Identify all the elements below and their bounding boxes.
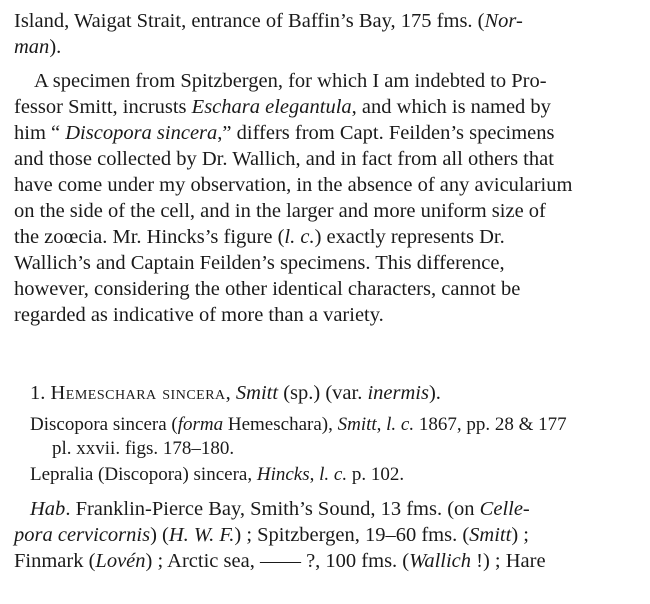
text-run: regarded as indicative of more than a variety. (14, 304, 384, 326)
italic-run: l. c. (386, 414, 415, 435)
species-name: Hemeschara sincera (50, 382, 226, 404)
text-line (14, 94, 551, 120)
text-run: Hemeschara), (223, 414, 338, 435)
italic-run: Lovén (95, 550, 146, 572)
italic-run: Celle- (479, 498, 530, 520)
synonym-line (30, 412, 567, 438)
text-run: ) exactly represents Dr. (314, 226, 505, 248)
text-line (34, 68, 547, 94)
text-run: A specimen from Spitzbergen, for which I am indebted to Pro- (34, 70, 547, 92)
text-run: him “ (14, 122, 66, 144)
text-run: Discopora sincera ( (30, 414, 178, 435)
italic-run: Wallich (409, 550, 472, 572)
text-run: fessor Smitt, incrusts (14, 96, 192, 118)
text-run: and those collected by Dr. Wallich, and in fact from all others that (14, 148, 554, 170)
text-run: . Franklin-Pierce Bay, Smith’s Sound, 13 fms. (on (65, 498, 480, 520)
italic-run: Hab (30, 498, 66, 520)
italic-run: Eschara elegantula (191, 96, 352, 118)
text-line (14, 250, 505, 276)
italic-run: Smitt (337, 414, 377, 435)
text-run: Wallich’s and Captain Feilden’s specimens. This difference, (14, 252, 505, 274)
synonym-line (30, 462, 404, 488)
habitat-line (14, 522, 529, 548)
text-line (14, 146, 554, 172)
text-run: Island, Waigat Strait, entrance of Baffin’s Bay, 175 fms. ( (14, 10, 485, 32)
text-run: , (376, 414, 387, 435)
text-run: p. 102. (347, 464, 405, 485)
text-run: however, considering the other identical characters, cannot be (14, 278, 521, 300)
text-run: the zoœcia. Mr. Hincks’s figure ( (14, 226, 285, 248)
species-number: 1. (30, 382, 51, 404)
habitat-line (14, 548, 546, 574)
italic-run: Discopora sincera (65, 122, 218, 144)
text-run: , (309, 464, 320, 485)
text-run: ) ; Arctic sea, —— ?, 100 fms. ( (145, 550, 410, 572)
italic-run: Smitt (469, 524, 512, 546)
text-run: ) ; Spitzbergen, 19–60 fms. ( (234, 524, 470, 546)
habitat-line (30, 496, 530, 522)
species-variety: inermis (367, 382, 429, 404)
text-line (14, 276, 520, 302)
text-line (14, 8, 523, 34)
text-run: on the side of the cell, and in the larger and more uniform size of (14, 200, 546, 222)
text-run: (sp.) (var. (278, 382, 368, 404)
text-line (14, 34, 61, 60)
italic-run: l. c. (284, 226, 315, 248)
text-run: Finmark ( (14, 550, 96, 572)
text-line (14, 120, 555, 146)
text-run: ). (49, 36, 62, 58)
species-heading: 1. Hemeschara sincera, Smitt (sp.) (var. inermis). (30, 382, 441, 404)
species-author: Smitt (235, 382, 279, 404)
text-run: ) ( (150, 524, 169, 546)
italic-run: pora cervicornis (14, 524, 151, 546)
text-run: Lepralia (Discopora) sincera, (30, 464, 257, 485)
text-run: 1867, pp. 28 & 177 (414, 414, 567, 435)
italic-run: Hincks (256, 464, 310, 485)
text-line (14, 224, 505, 250)
italic-run: Nor- (484, 10, 523, 32)
text-run: pl. xxvii. figs. 178–180. (52, 438, 235, 459)
text-run: !) ; Hare (471, 550, 546, 572)
text-line (14, 198, 546, 224)
italic-run: forma (177, 414, 224, 435)
text-line (14, 302, 384, 328)
text-run: ,” differs from Capt. Feilden’s specimens (217, 122, 555, 144)
italic-run: l. c. (319, 464, 348, 485)
synonym-line (52, 436, 234, 462)
text-run: , and which is named by (351, 96, 551, 118)
italic-run: man (14, 36, 50, 58)
text-line (14, 172, 572, 198)
text-run: ). (428, 382, 441, 404)
text-run: ) ; (511, 524, 529, 546)
text-run: have come under my observation, in the absence of any avicularium (14, 174, 573, 196)
italic-run: H. W. F. (168, 524, 235, 546)
